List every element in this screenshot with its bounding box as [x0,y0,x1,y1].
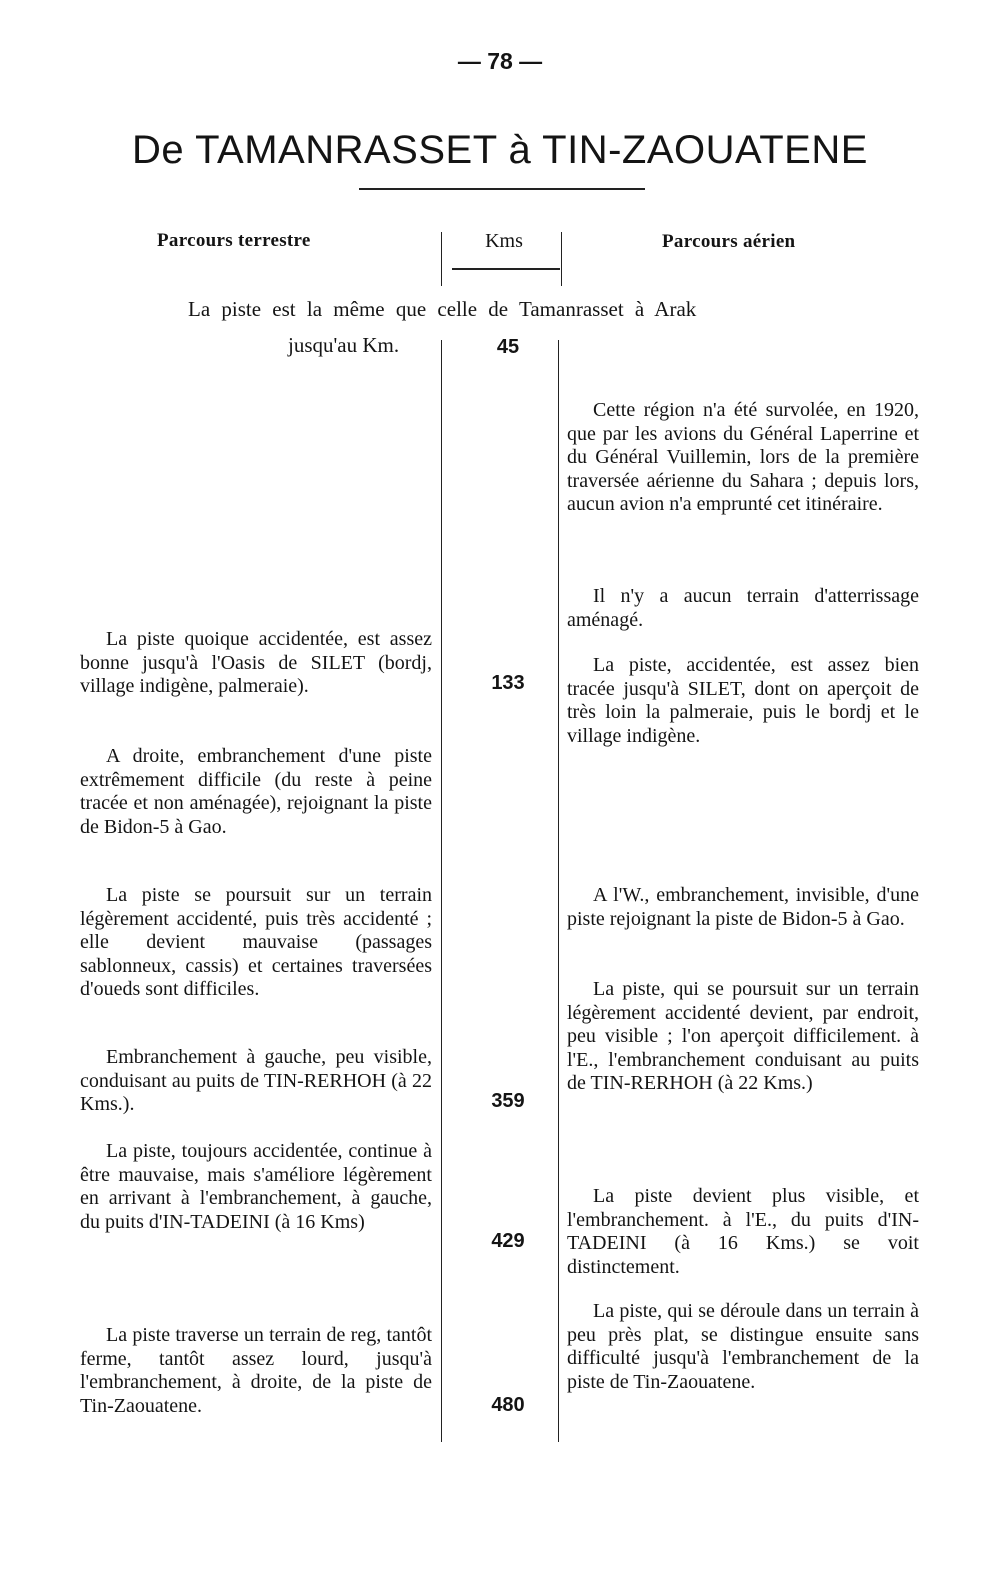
land-route-paragraph: La piste quoique accidentée, est assez bonne jusqu'à l'Oasis de SILET (bordj, village indigène, palmeraie). [80,628,432,697]
air-route-paragraph: Il n'y a aucun terrain d'atterrissage aménagé. [567,585,919,631]
land-route-paragraph: La piste se poursuit sur un terrain légèrement accidenté, puis très accidenté ; elle devient mauvaise (passages sablonneux, cassis) et certaines traversées d'oueds sont difficiles. [80,884,432,1000]
km-marker: 429 [491,1230,525,1252]
right-column-divider [558,340,559,1442]
km-marker: 133 [491,672,525,694]
page-title: De TAMANRASSET à TIN-ZAOUATENE [132,128,868,172]
left-column-divider-top [441,232,442,286]
land-route-paragraph: La piste traverse un terrain de reg, tantôt ferme, tantôt assez lourd, jusqu'à l'embranchement, à droite, de la piste de Tin-Zaouatene. [80,1324,432,1417]
air-route-paragraph: La piste devient plus visible, et l'embranchement. à l'E., du puits d'IN-TADEINI (à 16 Kms.) se voit distinctement. [567,1185,919,1278]
km-marker: 359 [491,1090,525,1112]
header-air-route: Parcours aérien [662,231,796,252]
land-route-paragraph: A droite, embranchement d'une piste extrêmement difficile (du reste à peine tracée et non aménagée), rejoignant la piste de Bidon-5 à Gao. [80,745,432,838]
right-column-divider-top [561,232,562,286]
air-route-paragraph: La piste, accidentée, est assez bien tracée jusqu'à SILET, dont on aperçoit de très loin la palmeraie, puis le bordj et le village indigène. [567,654,919,747]
km-marker: 480 [491,1394,525,1416]
page-number: — 78 — [457,48,543,74]
intro-line-2: jusqu'au Km. [288,333,400,357]
title-rule [359,188,645,190]
header-land-route: Parcours terrestre [157,230,311,251]
left-column-divider [441,340,442,1442]
air-route-paragraph: La piste, qui se déroule dans un terrain à peu près plat, se distingue ensuite sans difficulté jusqu'à l'embranchement de la piste de Tin-Zaouatene. [567,1300,919,1393]
air-route-paragraph: La piste, qui se poursuit sur un terrain légèrement accidenté devient, par endroit, peu visible ; l'on aperçoit difficilement. à l'E., l'embranchement conduisant au puits de TIN-RERHOH (à 22 Kms.) [567,978,919,1094]
intro-line-1: La piste est la même que celle de Tamanrasset à Arak [188,297,697,321]
land-route-paragraph: Embranchement à gauche, peu visible, conduisant au puits de TIN-RERHOH (à 22 Kms.). [80,1046,432,1115]
km-marker: 45 [496,336,520,358]
land-route-paragraph: La piste, toujours accidentée, continue à être mauvaise, mais s'améliore légèrement en arrivant à l'embranchement, à gauche, du puits d'IN-TADEINI (à 16 Kms) [80,1140,432,1233]
air-route-paragraph: Cette région n'a été survolée, en 1920, que par les avions du Général Laperrine et du Général Vuillemin, lors de la première traversée aérienne du Sahara ; depuis lors, aucun avion n'a emprunté cet itinéraire. [567,399,919,515]
air-route-paragraph: A l'W., embranchement, invisible, d'une piste rejoignant la piste de Bidon-5 à Gao. [567,884,919,930]
header-kms: Kms [485,230,523,252]
kms-header-rule [452,268,560,270]
